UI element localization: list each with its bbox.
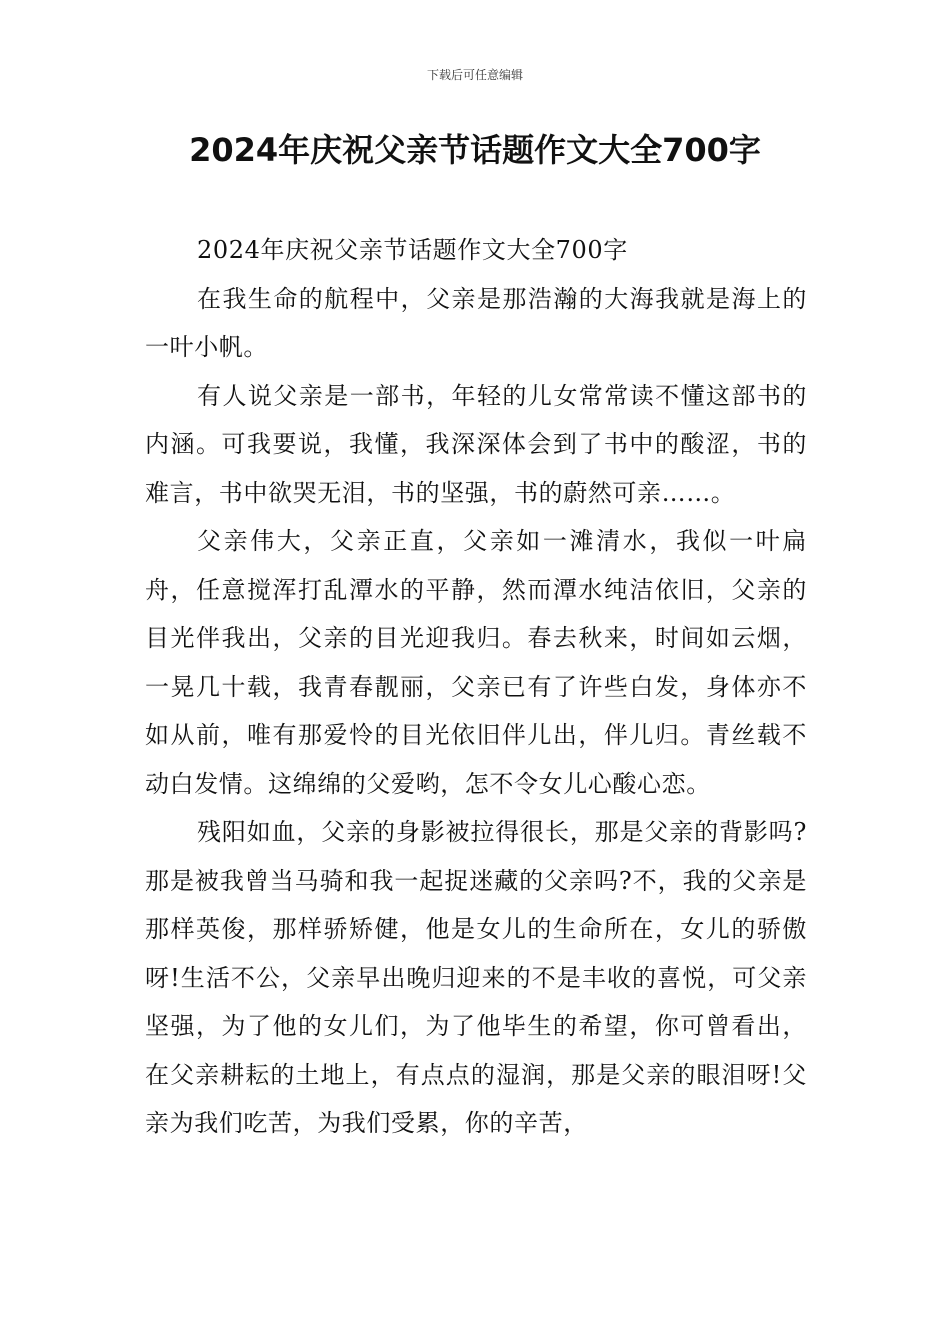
document-body — [145, 226, 807, 1148]
body-paragraph: 残阳如血，父亲的身影被拉得很长，那是父亲的背影吗?那是被我曾当马骑和我一起捉迷藏的父亲吗?不，我的父亲是那样英俊，那样骄矫健，他是女儿的生命所在，女儿的骄傲呀!生活不公，父亲早出晚归迎来的不是丰收的喜悦，可父亲坚强，为了他的女儿们，为了他毕生的希望，你可曾看出，在父亲耕耘的土地上，有点点的湿润，那是父亲的眼泪呀!父亲为我们吃苦，为我们受累，你的辛苦， — [145, 818, 807, 1137]
document-title: 2024年庆祝父亲节话题作文大全700字 — [189, 131, 761, 169]
body-paragraph-subtitle: 2024年庆祝父亲节话题作文大全700字 — [197, 236, 628, 264]
page-header-note: 下载后可任意编辑 — [426, 68, 523, 82]
body-paragraph: 父亲伟大，父亲正直，父亲如一滩清水，我似一叶扁舟，任意搅浑打乱潭水的平静，然而潭水纯洁依旧，父亲的目光伴我出，父亲的目光迎我归。春去秋来，时间如云烟，一晃几十载，我青春靓丽，父亲已有了许些白发，身体亦不如从前，唯有那爱怜的目光依旧伴儿出，伴儿归。青丝载不动白发情。这绵绵的父爱哟，怎不令女儿心酸心恋。 — [145, 527, 807, 798]
body-paragraph: 有人说父亲是一部书，年轻的儿女常常读不懂这部书的内涵。可我要说，我懂，我深深体会到了书中的酸涩，书的难言，书中欲哭无泪，书的坚强，书的蔚然可亲……。 — [145, 381, 807, 507]
body-paragraph: 在我生命的航程中，父亲是那浩瀚的大海我就是海上的一叶小帆。 — [145, 284, 807, 361]
